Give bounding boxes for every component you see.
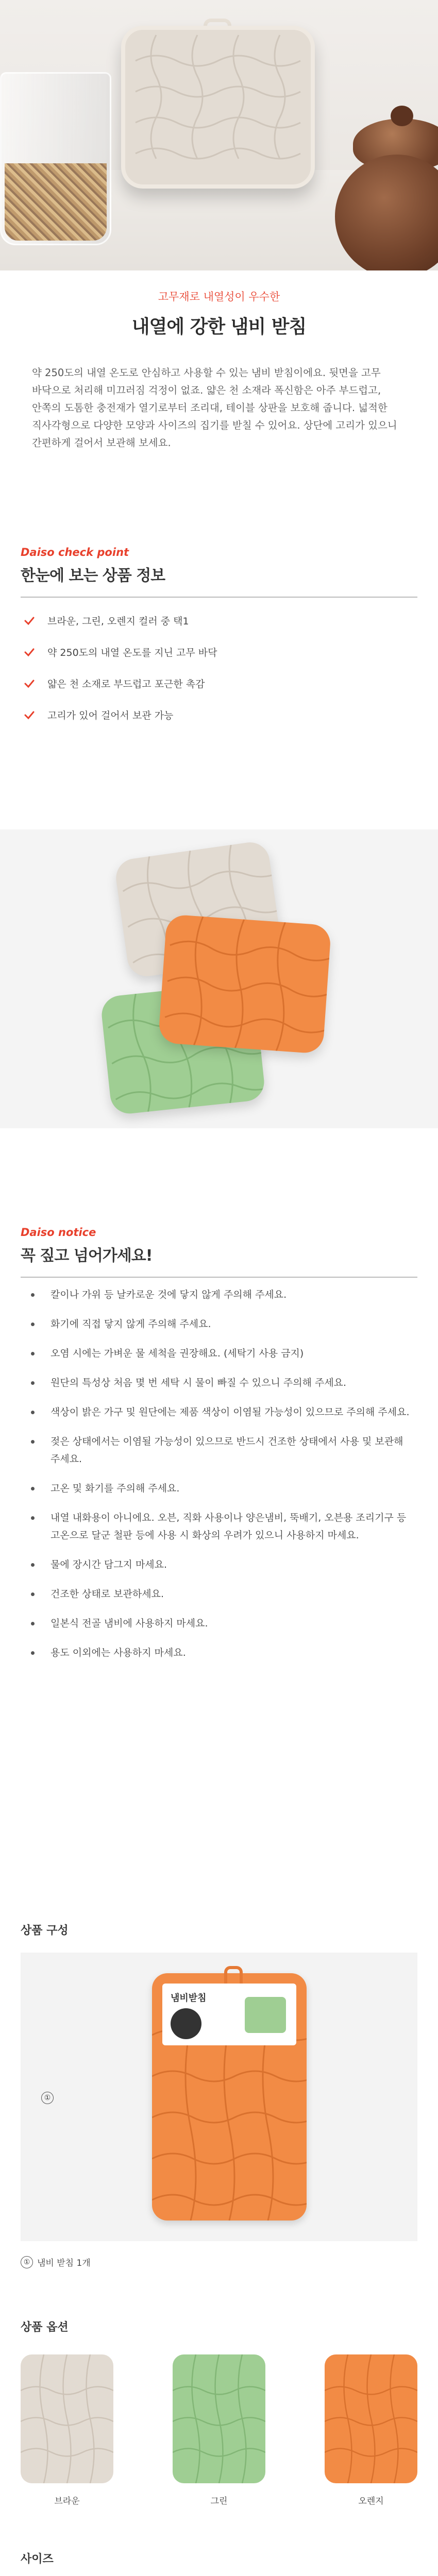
option-green-swatch xyxy=(173,2354,265,2483)
product-title: 내열에 강한 냄비 받침 xyxy=(131,316,307,337)
divider xyxy=(21,1277,417,1278)
notice-item: 용도 이외에는 사용하지 마세요. xyxy=(21,1644,417,1662)
options-title: 상품 옵션 xyxy=(21,2321,69,2334)
quilt-pattern xyxy=(173,2354,265,2483)
check-item-text: 브라운, 그린, 오렌지 컬러 중 택1 xyxy=(47,616,189,627)
check-icon xyxy=(24,647,35,658)
option-brown-swatch xyxy=(21,2354,113,2483)
glass-jar xyxy=(0,72,111,245)
package-label-text: 냄비받침 xyxy=(171,1993,207,2004)
jar-contents xyxy=(5,163,107,241)
check-item xyxy=(21,699,417,731)
product-intro xyxy=(0,289,438,452)
check-point-heading: 한눈에 보는 상품 정보 xyxy=(21,567,165,585)
item-marker: ① xyxy=(21,2256,33,2268)
option-green-label: 그린 xyxy=(210,2496,228,2506)
notice-item: 화기에 직접 닿지 않게 주의해 주세요. xyxy=(21,1315,417,1333)
notice-item: 젖은 상태에서는 이염될 가능성이 있으므로 반드시 건조한 상태에서 사용 및 보관해 주세요. xyxy=(21,1433,417,1468)
product-thumb-icon xyxy=(245,1997,286,2033)
option-orange-label: 오렌지 xyxy=(358,2496,384,2506)
check-item xyxy=(21,636,417,668)
quilt-pattern xyxy=(21,2354,113,2483)
orange-pot-holder xyxy=(158,914,332,1054)
check-item-text: 얇은 천 소재로 부드럽고 포근한 촉감 xyxy=(47,679,205,690)
notice-list xyxy=(21,1286,417,1662)
check-icon xyxy=(24,709,35,721)
composition-section xyxy=(0,1922,438,2268)
notice-section xyxy=(0,1226,438,1673)
check-item xyxy=(21,605,417,636)
option-brown-label: 브라운 xyxy=(54,2496,80,2506)
size-title: 사이즈 xyxy=(21,2553,54,2566)
check-point-list xyxy=(21,605,417,731)
option-orange-swatch xyxy=(325,2354,417,2483)
check-icon xyxy=(24,678,35,689)
check-item-text: 약 250도의 내열 온도를 지닌 고무 바닥 xyxy=(47,647,217,658)
beige-pot-holder xyxy=(121,26,315,189)
check-item xyxy=(21,668,417,699)
notice-item: 건조한 상태로 보관하세요. xyxy=(21,1585,417,1603)
notice-item: 원단의 특성상 처음 몇 번 세탁 시 물이 빠질 수 있으니 주의해 주세요. xyxy=(21,1374,417,1392)
hanging-loop xyxy=(224,1966,243,1984)
check-icon xyxy=(24,615,35,626)
product-description: 약 250도의 내열 온도로 안심하고 사용할 수 있는 냄비 받침이에요. 뒷면을 고무 바닥으로 처리해 미끄러짐 걱정이 없죠. 얇은 천 소재라 폭신함은 아주 부드럽고, 안쪽의 도톰한 충전재가 열기로부터 조리대, 테이블 상판을 보호해 줍니다. 넓적한 직사각형으로 다양한 모양과 사이즈의 집기를 받칠 수 있어요. 상단에 고리가 있으니 간편하게 걸어서 보관해 보세요. xyxy=(32,367,397,449)
check-item-text: 고리가 있어 걸어서 보관 가능 xyxy=(47,710,174,721)
composition-caption-row xyxy=(21,2256,91,2268)
product-colors-photo xyxy=(0,829,438,1128)
product-subtitle: 고무재로 내열성이 우수한 xyxy=(158,291,280,303)
composition-caption: 냄비 받침 1개 xyxy=(37,2258,91,2268)
clay-pot-knob xyxy=(391,106,413,126)
orange-pot-holder xyxy=(152,1973,307,2221)
notice-item: 물에 장시간 담그지 마세요. xyxy=(21,1556,417,1573)
notice-item: 일본식 전골 냄비에 사용하지 마세요. xyxy=(21,1615,417,1632)
composition-title: 상품 구성 xyxy=(21,1924,69,1937)
item-marker: ① xyxy=(41,2092,54,2104)
size-section xyxy=(0,2550,438,2566)
notice-eyebrow: Daiso notice xyxy=(21,1226,96,1239)
check-point-eyebrow: Daiso check point xyxy=(21,546,129,558)
divider xyxy=(21,597,417,598)
quilt-pattern xyxy=(158,914,332,1054)
notice-heading: 꼭 짚고 넘어가세요! xyxy=(21,1247,153,1265)
package-label xyxy=(162,1984,296,2045)
quilt-pattern xyxy=(325,2354,417,2483)
notice-item: 오염 시에는 가벼운 물 세척을 권장해요. (세탁기 사용 금지) xyxy=(21,1345,417,1362)
check-point-section xyxy=(0,546,438,731)
product-thumb-icon xyxy=(171,2008,201,2039)
composition-photo xyxy=(21,1953,417,2241)
options-section xyxy=(0,2318,438,2506)
quilt-pattern xyxy=(125,30,302,176)
hero-image xyxy=(0,0,438,270)
notice-item: 내열 내화용이 아니에요. 오븐, 직화 사용이나 양은냄비, 뚝배기, 오븐용 조리기구 등 고온으로 달군 철판 등에 사용 시 화상의 우려가 있으니 사용하지 마세요. xyxy=(21,1509,417,1544)
notice-item: 칼이나 가위 등 날카로운 것에 닿지 않게 주의해 주세요. xyxy=(21,1286,417,1303)
notice-item: 고온 및 화기를 주의해 주세요. xyxy=(21,1480,417,1497)
notice-item: 색상이 밝은 가구 및 원단에는 제품 색상이 이염될 가능성이 있으므로 주의해 주세요. xyxy=(21,1403,417,1421)
